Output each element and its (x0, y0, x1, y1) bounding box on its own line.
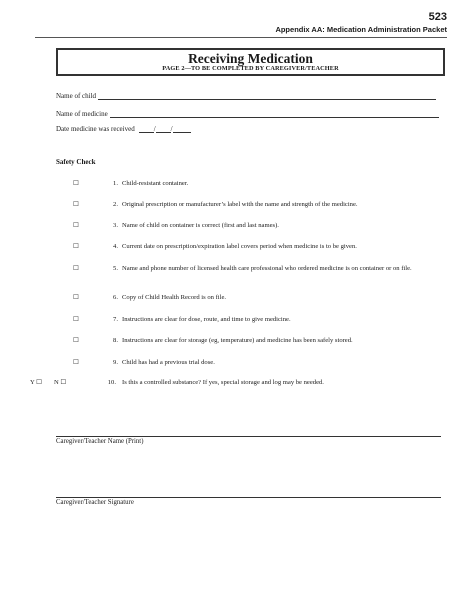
form-title: Receiving Medication (188, 51, 313, 66)
checkbox-icon[interactable]: ☐ (73, 222, 79, 229)
item-text: Instructions are clear for storage (eg, temperature) and medicine has been safely stored. (122, 337, 353, 344)
checkbox-icon[interactable]: ☐ (73, 265, 79, 272)
item-number: 9. (113, 359, 118, 366)
medicine-name-input[interactable] (110, 110, 439, 118)
item-text: Copy of Child Health Record is on file. (122, 294, 227, 301)
date-received-field (56, 125, 191, 133)
item-number: 10. (107, 379, 116, 386)
item-number: 2. (113, 201, 118, 208)
date-separator-1: / (153, 125, 156, 133)
item-text: Current date on prescription/expiration label covers period when medicine is to be given. (122, 243, 357, 250)
checkbox-icon[interactable]: ☐ (73, 337, 79, 344)
checkbox-icon[interactable]: ☐ (73, 243, 79, 250)
medicine-name-field (56, 110, 439, 118)
checkbox-icon[interactable]: ☐ (73, 294, 79, 301)
page-number: 523 (428, 11, 447, 23)
no-checkbox[interactable]: N ☐ (54, 379, 67, 386)
item-number: 1. (113, 180, 118, 187)
item-number: 3. (113, 222, 118, 229)
item-number: 5. (113, 265, 118, 272)
item-text: Is this a controlled substance? If yes, special storage and log may be needed. (122, 379, 324, 386)
name-print-line[interactable] (56, 436, 441, 437)
checkbox-icon[interactable]: ☐ (73, 359, 79, 366)
date-month-input[interactable] (139, 125, 154, 133)
child-name-field (56, 92, 436, 100)
checkbox-icon[interactable]: ☐ (73, 201, 79, 208)
item-text: Name and phone number of licensed health care professional who ordered medicine is on container or on file. (122, 265, 412, 272)
date-day-input[interactable] (153, 125, 171, 133)
item-number: 8. (113, 337, 118, 344)
child-name-label: Name of child (56, 92, 97, 100)
signature-label: Caregiver/Teacher Signature (56, 499, 134, 506)
date-year-input[interactable] (170, 125, 191, 133)
item-number: 6. (113, 294, 118, 301)
appendix-title: Appendix AA: Medication Administration Packet (275, 25, 447, 34)
item-text: Name of child on container is correct (first and last names). (122, 222, 279, 229)
safety-check-heading: Safety Check (56, 158, 96, 166)
form-subtitle: PAGE 2—TO BE COMPLETED BY CAREGIVER/TEACHER (162, 65, 339, 72)
name-print-label: Caregiver/Teacher Name (Print) (56, 438, 144, 445)
signature-line[interactable] (56, 497, 441, 498)
item-number: 7. (113, 316, 118, 323)
item-number: 4. (113, 243, 118, 250)
checkbox-icon[interactable]: ☐ (73, 180, 79, 187)
medicine-name-label: Name of medicine (56, 110, 108, 118)
date-received-label: Date medicine was received (56, 125, 135, 133)
child-name-input[interactable] (98, 92, 436, 100)
header-divider (35, 37, 447, 38)
form-title-box (56, 48, 445, 76)
item-text: Instructions are clear for dose, route, and time to give medicine. (122, 316, 291, 323)
item-text: Original prescription or manufacturer’s label with the name and strength of the medicine. (122, 201, 358, 208)
checkbox-icon[interactable]: ☐ (73, 316, 79, 323)
item-text: Child has had a previous trial dose. (122, 359, 215, 366)
date-separator-2: / (170, 125, 173, 133)
item-text: Child-resistant container. (122, 180, 189, 187)
yes-checkbox[interactable]: Y ☐ (30, 379, 43, 386)
